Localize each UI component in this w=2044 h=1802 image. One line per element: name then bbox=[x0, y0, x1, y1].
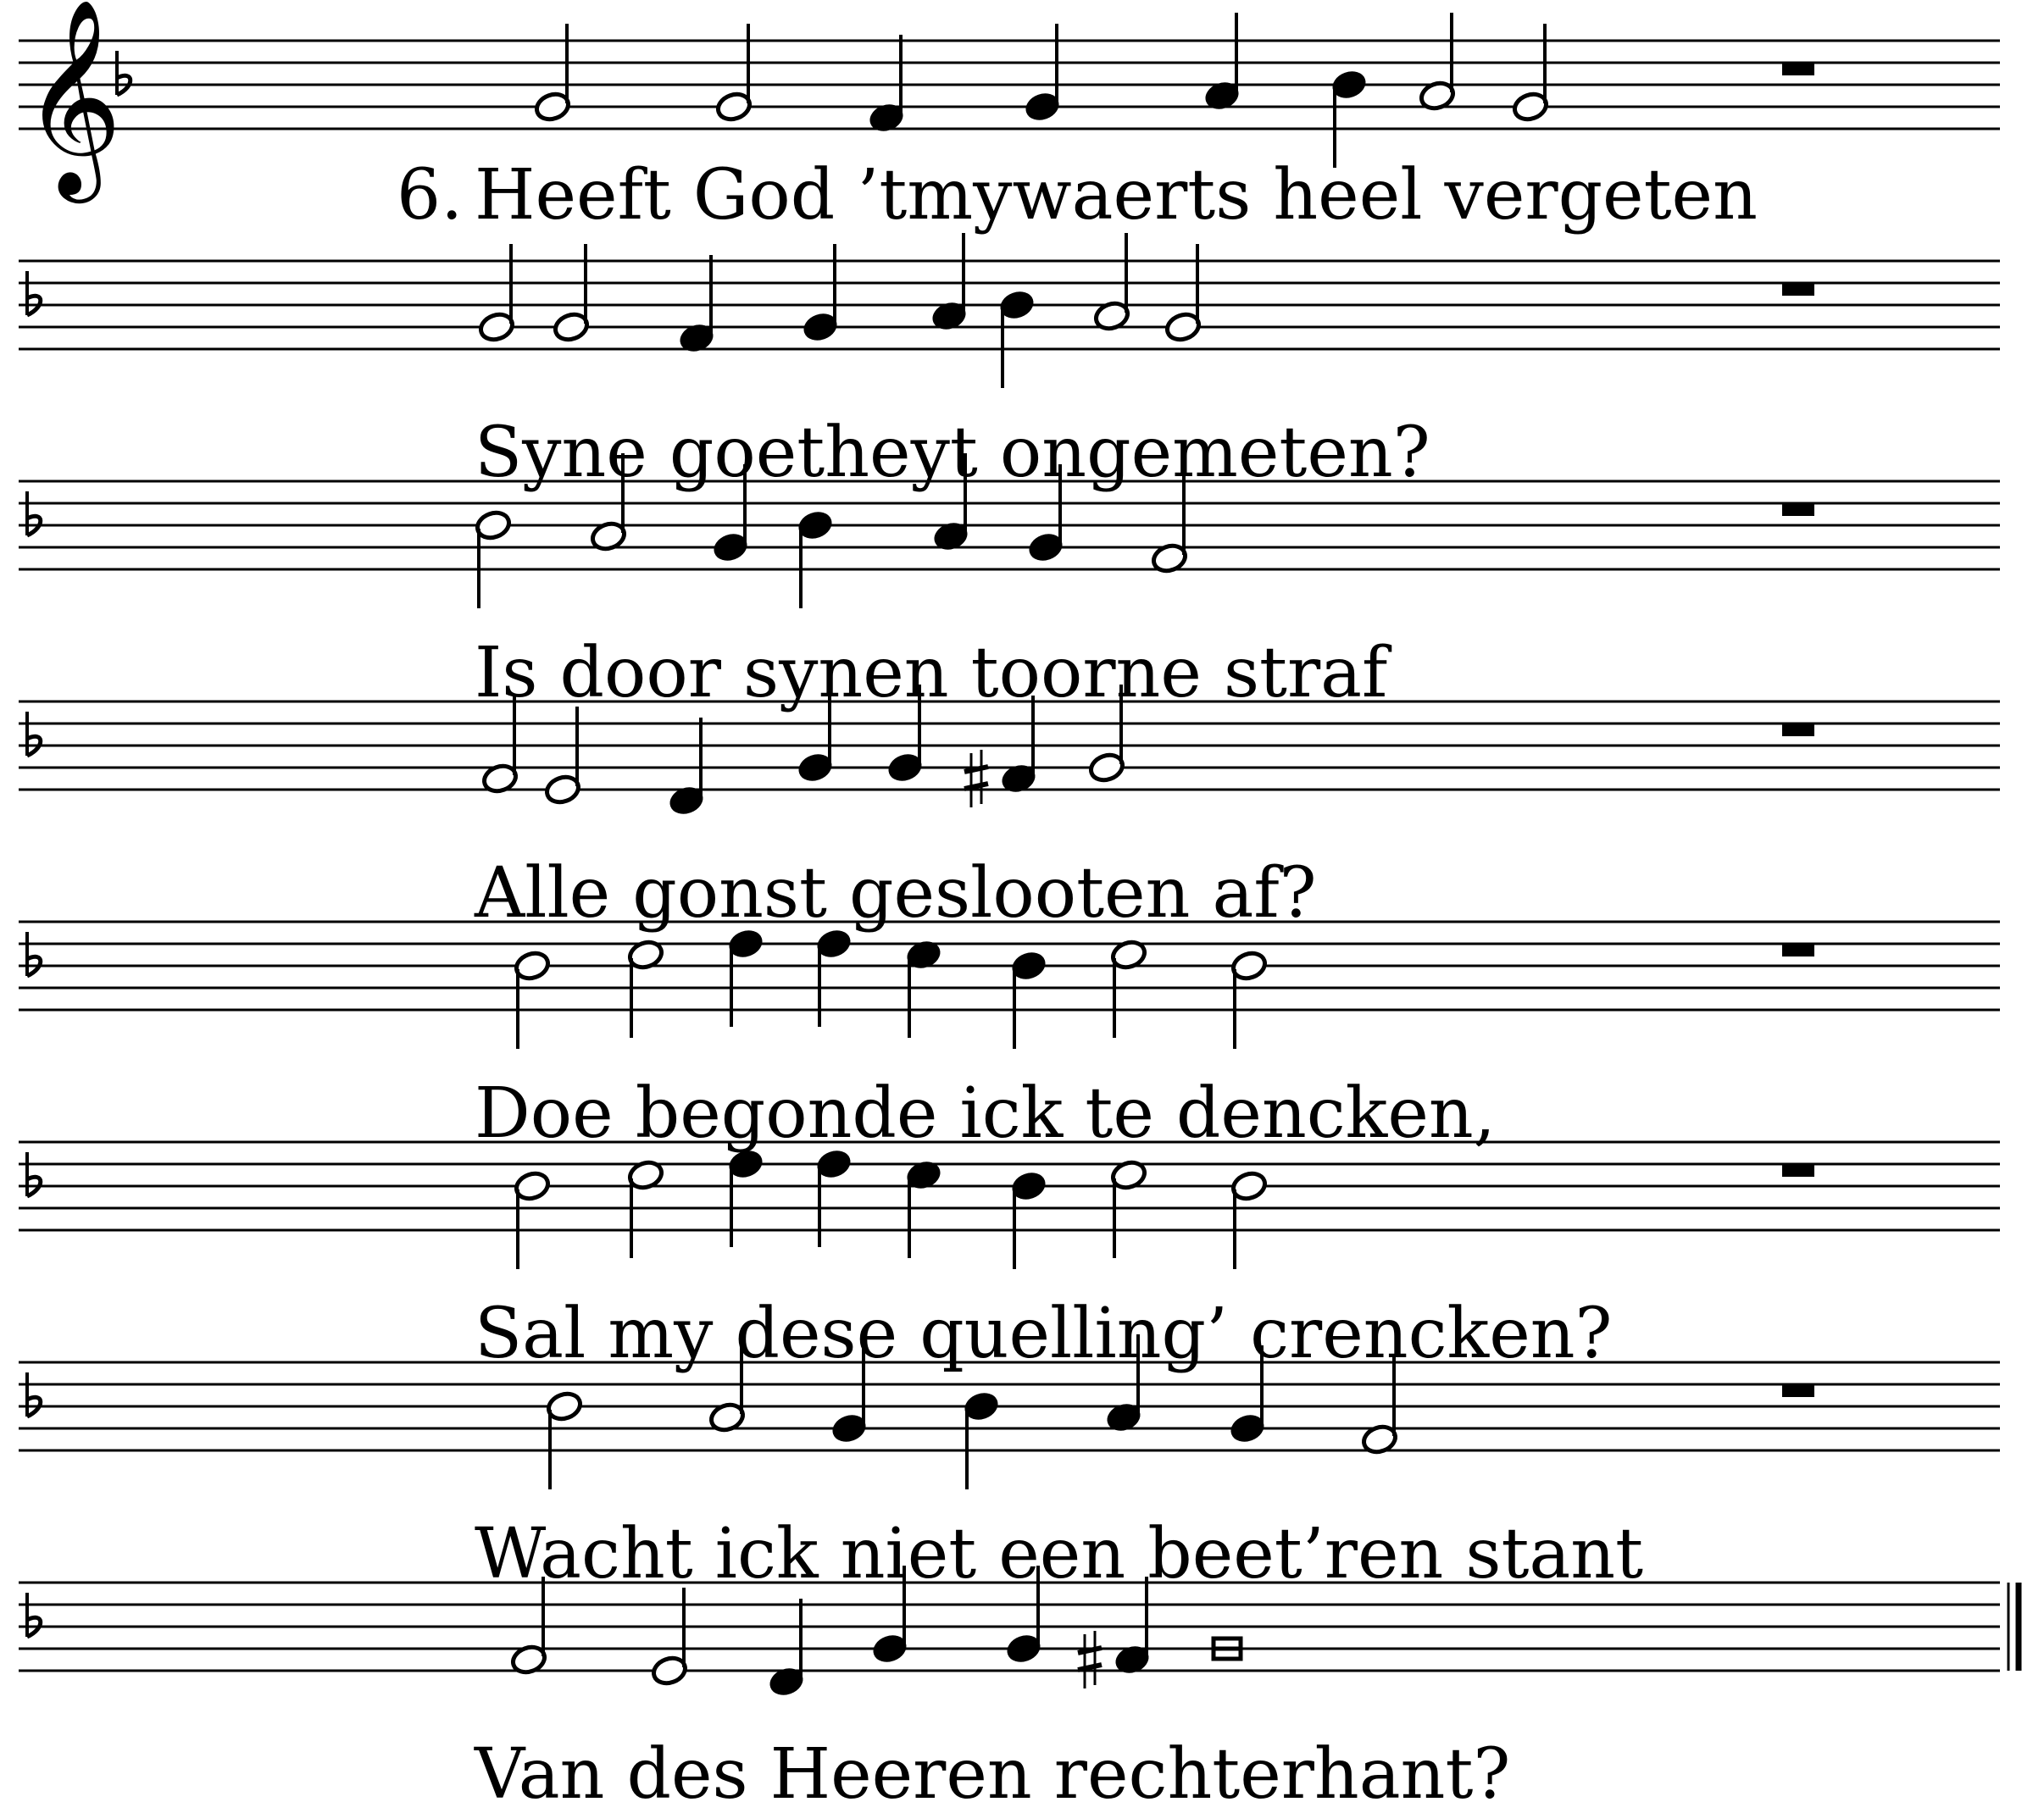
half-rest-icon bbox=[1782, 1164, 1814, 1177]
half-rest-icon bbox=[1782, 503, 1814, 516]
note bbox=[533, 24, 571, 124]
flat-key-signature bbox=[27, 1152, 41, 1196]
note bbox=[1230, 949, 1268, 1049]
note bbox=[796, 508, 834, 608]
note bbox=[513, 1169, 551, 1269]
note bbox=[1009, 1169, 1047, 1269]
lyric-line: Heeft God ’tmywaerts heel vergeten bbox=[475, 155, 1758, 236]
note bbox=[726, 927, 764, 1027]
note bbox=[962, 1389, 1000, 1489]
lyric-line: Wacht ick niet een beet’ren stant bbox=[475, 1514, 1644, 1594]
lyric-line: Syne goetheyt ongemeten? bbox=[475, 413, 1430, 493]
staff-system bbox=[19, 1566, 2019, 1802]
note bbox=[1511, 24, 1549, 124]
flat-key-signature bbox=[27, 1593, 41, 1637]
note bbox=[714, 24, 753, 124]
lyric-line: Alle gonst geslooten af? bbox=[475, 853, 1317, 934]
verse-number: 6. bbox=[397, 155, 464, 236]
note bbox=[726, 1147, 764, 1247]
sharp-accidental bbox=[1078, 1631, 1102, 1688]
half-rest-icon bbox=[1782, 283, 1814, 296]
note bbox=[1214, 1638, 1241, 1659]
note bbox=[801, 244, 839, 344]
note bbox=[477, 244, 515, 344]
lyric-line: Is door synen toorne straf bbox=[475, 633, 1388, 713]
breve-note bbox=[1214, 1638, 1241, 1659]
note bbox=[1023, 24, 1061, 124]
note bbox=[552, 244, 590, 344]
half-rest-icon bbox=[1782, 63, 1814, 75]
staff-system bbox=[19, 1142, 2000, 1374]
staff-system bbox=[19, 922, 2000, 1154]
flat-key-signature bbox=[27, 271, 41, 315]
note bbox=[650, 1588, 688, 1688]
note bbox=[474, 508, 512, 608]
flat-key-signature bbox=[27, 491, 41, 535]
flat-key-signature bbox=[27, 1372, 41, 1417]
note bbox=[814, 927, 853, 1027]
note bbox=[1330, 68, 1368, 168]
staff-system bbox=[19, 0, 2000, 236]
note bbox=[1009, 949, 1047, 1049]
treble-clef-icon: 𝄞 bbox=[22, 0, 123, 195]
note bbox=[997, 288, 1036, 388]
flat-key-signature bbox=[27, 932, 41, 976]
half-rest-icon bbox=[1782, 724, 1814, 736]
note bbox=[545, 1389, 583, 1489]
sharp-accidental bbox=[964, 750, 988, 807]
lyric-line: Sal my dese quelling’ crencken? bbox=[475, 1294, 1613, 1374]
half-rest-icon bbox=[1782, 944, 1814, 956]
note bbox=[814, 1147, 853, 1247]
note bbox=[543, 707, 581, 807]
note bbox=[513, 949, 551, 1049]
flat-key-signature bbox=[27, 712, 41, 756]
note bbox=[1164, 244, 1202, 344]
note bbox=[1230, 1169, 1268, 1269]
half-rest-icon bbox=[1782, 1384, 1814, 1397]
lyric-line: Doe begonde ick te dencken, bbox=[475, 1073, 1496, 1154]
staff-system bbox=[19, 685, 2000, 934]
lyric-line: Van des Heeren rechterhant? bbox=[475, 1734, 1511, 1802]
staff-system bbox=[19, 233, 2000, 493]
